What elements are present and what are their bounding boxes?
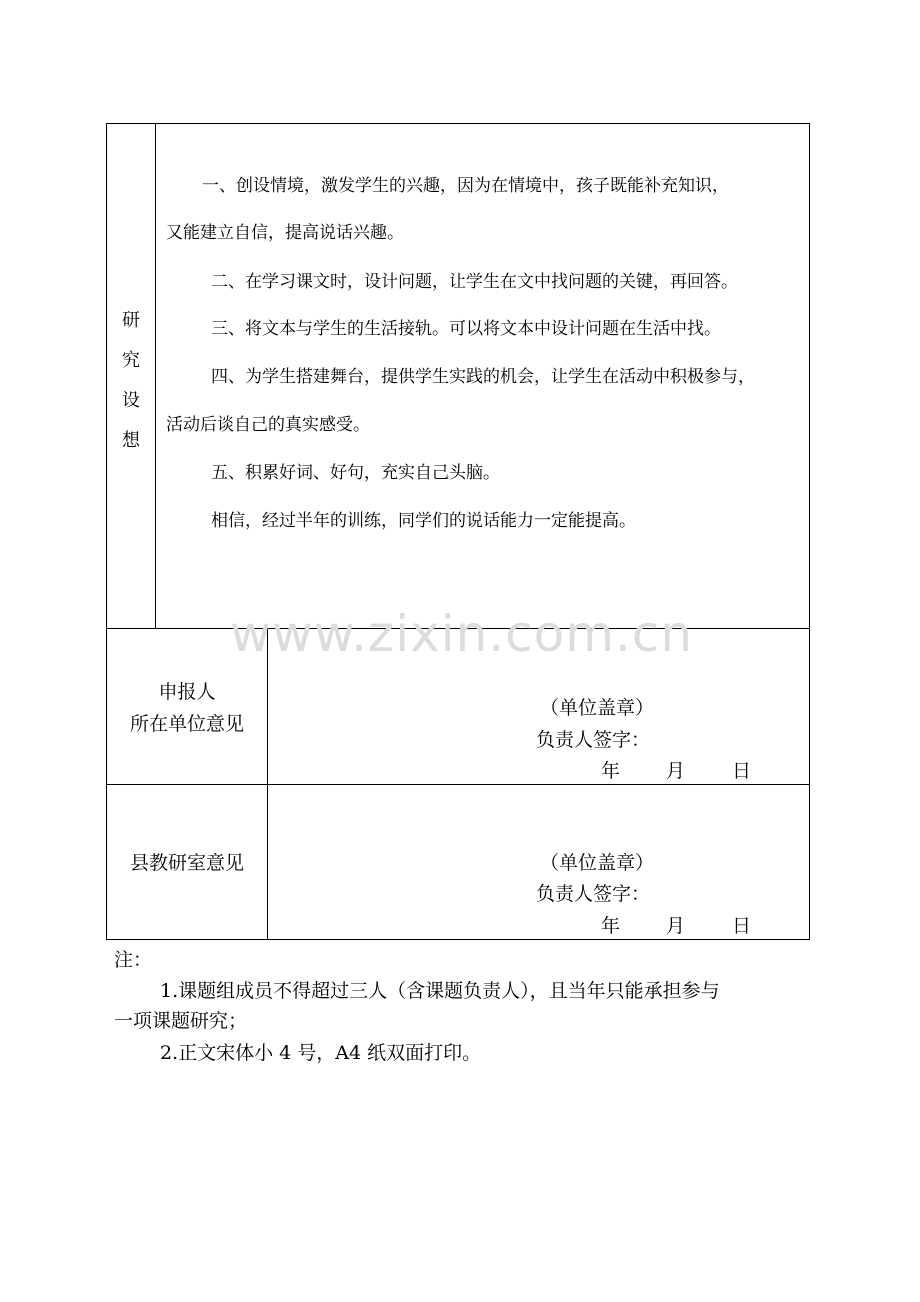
note-item-1-line2: 一项课题研究； bbox=[114, 1010, 248, 1032]
research-label-divider bbox=[155, 123, 156, 629]
research-label-char-4: 想 bbox=[122, 430, 140, 451]
research-label-char-3: 设 bbox=[122, 390, 140, 411]
applicant-seal: （单位盖章） bbox=[540, 697, 655, 719]
applicant-label-line2: 所在单位意见 bbox=[129, 713, 244, 735]
research-label-char-2: 究 bbox=[122, 350, 140, 371]
table-top-border bbox=[106, 123, 810, 124]
research-label-char-1: 研 bbox=[122, 310, 140, 331]
applicant-date-month: 月 bbox=[666, 760, 686, 782]
applicant-date-day: 日 bbox=[732, 760, 752, 782]
county-date-month: 月 bbox=[666, 915, 686, 937]
applicant-label-line1: 申报人 bbox=[158, 681, 216, 703]
county-seal: （单位盖章） bbox=[540, 852, 655, 874]
notes-heading: 注： bbox=[114, 949, 153, 971]
table-bottom-border bbox=[106, 939, 810, 940]
applicant-signature: 负责人签字： bbox=[536, 729, 651, 751]
plan-paragraph-3: 三、将文本与学生的生活接轨。可以将文本中设计问题在生活中找。 bbox=[211, 319, 721, 339]
table-left-border bbox=[106, 123, 107, 940]
plan-paragraph-1a: 一、创设情境，激发学生的兴趣，因为在情境中，孩子既能补充知识， bbox=[202, 176, 729, 196]
row-divider-2 bbox=[106, 784, 810, 785]
plan-paragraph-4b: 活动后谈自己的真实感受。 bbox=[166, 415, 370, 435]
county-date-year: 年 bbox=[601, 915, 621, 937]
table-right-border bbox=[809, 123, 810, 940]
plan-paragraph-5: 五、积累好词、好句，充实自己头脑。 bbox=[211, 463, 500, 483]
county-office-label: 县教研室意见 bbox=[129, 852, 244, 874]
county-date-day: 日 bbox=[732, 915, 752, 937]
plan-paragraph-4a: 四、为学生搭建舞台，提供学生实践的机会，让学生在活动中积极参与， bbox=[211, 367, 755, 387]
plan-paragraph-2: 二、在学习课文时，设计问题，让学生在文中找问题的关键，再回答。 bbox=[211, 272, 738, 292]
plan-paragraph-1b: 又能建立自信，提高说话兴趣。 bbox=[166, 223, 404, 243]
note-item-1-line1: 1.课题组成员不得超过三人（含课题负责人），且当年只能承担参与 bbox=[160, 980, 720, 1002]
plan-paragraph-6: 相信，经过半年的训练，同学们的说话能力一定能提高。 bbox=[211, 511, 636, 531]
watermark: www.zixin.com.cn bbox=[230, 605, 694, 663]
county-signature: 负责人签字： bbox=[536, 883, 651, 905]
note-item-2: 2.正文宋体小 4 号，A4 纸双面打印。 bbox=[160, 1042, 482, 1064]
applicant-date-year: 年 bbox=[601, 760, 621, 782]
